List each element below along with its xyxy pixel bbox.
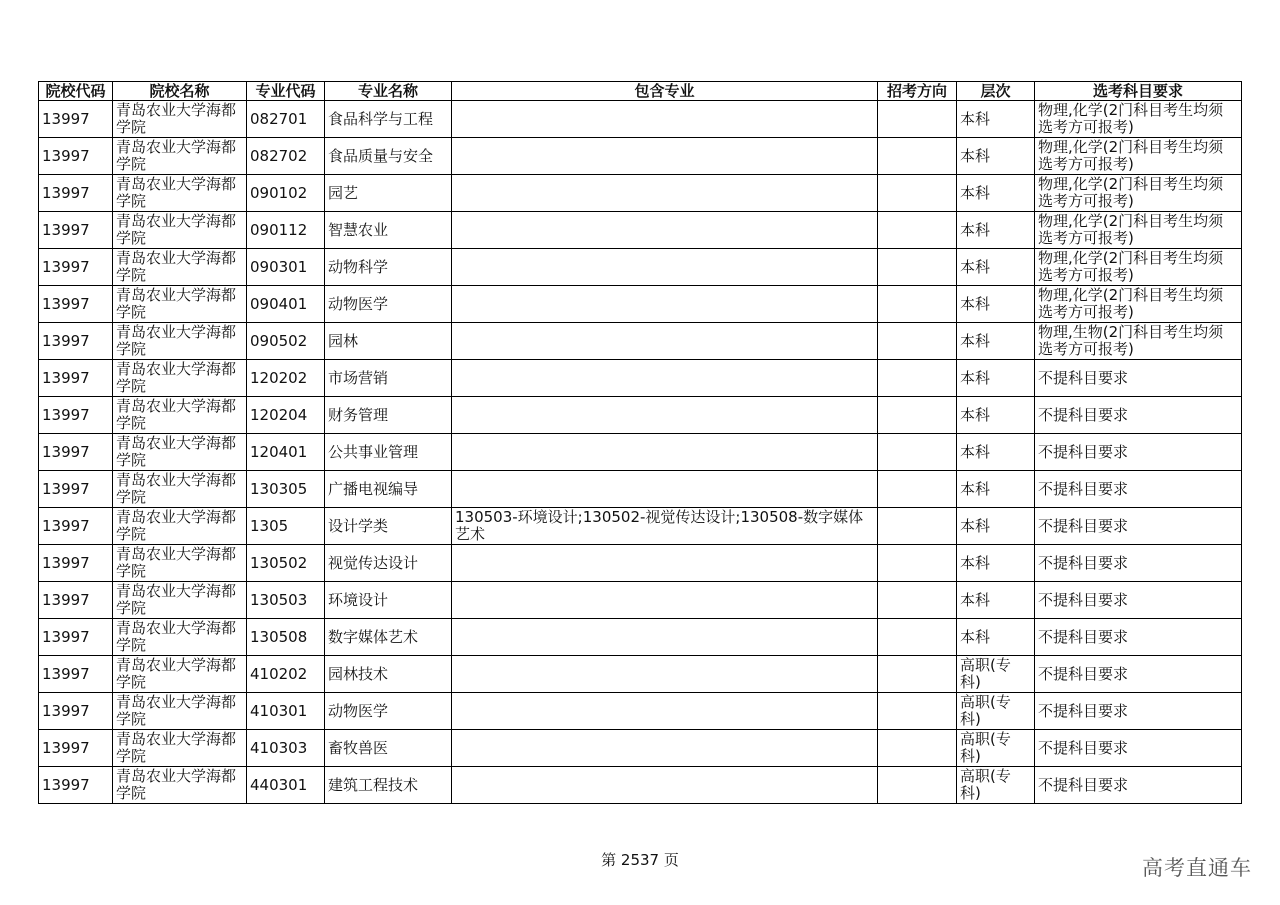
header-major-name: 专业名称: [325, 82, 452, 101]
table-row: [39, 286, 1242, 323]
cell-school-code: 13997: [39, 767, 113, 804]
cell-major-name: 动物科学: [325, 249, 452, 286]
cell-direction: [878, 323, 957, 360]
cell-direction: [878, 397, 957, 434]
cell-included-majors: [452, 434, 878, 471]
cell-major-code: 130508: [247, 619, 325, 656]
table-row: [39, 582, 1242, 619]
cell-school-code: 13997: [39, 545, 113, 582]
cell-major-name: 环境设计: [325, 582, 452, 619]
cell-direction: [878, 508, 957, 545]
cell-level: 本科: [957, 212, 1035, 249]
cell-school-code: 13997: [39, 730, 113, 767]
cell-level: 本科: [957, 101, 1035, 138]
table-row: [39, 101, 1242, 138]
page-number: 第 2537 页: [601, 851, 679, 869]
cell-school-code: 13997: [39, 471, 113, 508]
cell-school-name: 青岛农业大学海都学院: [113, 471, 247, 508]
cell-direction: [878, 730, 957, 767]
cell-school-code: 13997: [39, 656, 113, 693]
cell-direction: [878, 249, 957, 286]
cell-school-code: 13997: [39, 693, 113, 730]
cell-major-code: 410202: [247, 656, 325, 693]
cell-level: 本科: [957, 545, 1035, 582]
cell-included-majors: [452, 656, 878, 693]
cell-major-code: 120202: [247, 360, 325, 397]
cell-included-majors: [452, 693, 878, 730]
table-row: [39, 360, 1242, 397]
cell-major-code: 090112: [247, 212, 325, 249]
table-row: [39, 730, 1242, 767]
cell-level: 高职(专科): [957, 767, 1035, 804]
cell-included-majors: [452, 212, 878, 249]
cell-major-code: 120401: [247, 434, 325, 471]
header-direction: 招考方向: [878, 82, 957, 101]
cell-direction: [878, 545, 957, 582]
cell-school-code: 13997: [39, 175, 113, 212]
cell-subject-requirement: 不提科目要求: [1035, 656, 1242, 693]
header-major-code: 专业代码: [247, 82, 325, 101]
cell-school-code: 13997: [39, 249, 113, 286]
cell-school-name: 青岛农业大学海都学院: [113, 730, 247, 767]
cell-major-code: 090502: [247, 323, 325, 360]
table-row: [39, 471, 1242, 508]
cell-included-majors: [452, 286, 878, 323]
cell-school-code: 13997: [39, 508, 113, 545]
cell-major-name: 食品科学与工程: [325, 101, 452, 138]
table-row: [39, 175, 1242, 212]
header-row: [39, 82, 1242, 101]
cell-subject-requirement: 不提科目要求: [1035, 730, 1242, 767]
header-level: 层次: [957, 82, 1035, 101]
cell-level: 本科: [957, 508, 1035, 545]
cell-major-code: 410301: [247, 693, 325, 730]
table-row: [39, 656, 1242, 693]
table-row: [39, 508, 1242, 545]
cell-major-code: 082701: [247, 101, 325, 138]
cell-school-name: 青岛农业大学海都学院: [113, 656, 247, 693]
cell-major-name: 公共事业管理: [325, 434, 452, 471]
cell-level: 高职(专科): [957, 693, 1035, 730]
cell-subject-requirement: 不提科目要求: [1035, 693, 1242, 730]
cell-included-majors: [452, 767, 878, 804]
cell-direction: [878, 286, 957, 323]
cell-level: 本科: [957, 471, 1035, 508]
table-row: [39, 545, 1242, 582]
cell-level: 本科: [957, 323, 1035, 360]
header-subject-requirement: 选考科目要求: [1035, 82, 1242, 101]
cell-direction: [878, 360, 957, 397]
cell-direction: [878, 175, 957, 212]
table-row: [39, 693, 1242, 730]
cell-major-name: 财务管理: [325, 397, 452, 434]
cell-school-name: 青岛农业大学海都学院: [113, 249, 247, 286]
admission-table-container: [38, 81, 1241, 804]
cell-direction: [878, 582, 957, 619]
cell-school-name: 青岛农业大学海都学院: [113, 175, 247, 212]
table-row: [39, 619, 1242, 656]
cell-major-code: 090401: [247, 286, 325, 323]
cell-included-majors: [452, 471, 878, 508]
cell-school-name: 青岛农业大学海都学院: [113, 693, 247, 730]
cell-level: 本科: [957, 138, 1035, 175]
header-school-code: 院校代码: [39, 82, 113, 101]
cell-major-name: 园林: [325, 323, 452, 360]
cell-subject-requirement: 不提科目要求: [1035, 360, 1242, 397]
cell-school-code: 13997: [39, 360, 113, 397]
cell-school-name: 青岛农业大学海都学院: [113, 286, 247, 323]
cell-subject-requirement: 不提科目要求: [1035, 434, 1242, 471]
table-row: [39, 249, 1242, 286]
cell-school-name: 青岛农业大学海都学院: [113, 323, 247, 360]
cell-school-name: 青岛农业大学海都学院: [113, 138, 247, 175]
cell-included-majors: 130503-环境设计;130502-视觉传达设计;130508-数字媒体艺术: [452, 508, 878, 545]
cell-subject-requirement: 物理,化学(2门科目考生均须选考方可报考): [1035, 249, 1242, 286]
admission-table: [38, 81, 1242, 804]
cell-major-code: 440301: [247, 767, 325, 804]
cell-subject-requirement: 不提科目要求: [1035, 397, 1242, 434]
cell-included-majors: [452, 619, 878, 656]
cell-level: 本科: [957, 360, 1035, 397]
cell-school-name: 青岛农业大学海都学院: [113, 619, 247, 656]
cell-major-code: 130502: [247, 545, 325, 582]
cell-school-code: 13997: [39, 212, 113, 249]
cell-included-majors: [452, 582, 878, 619]
cell-major-name: 视觉传达设计: [325, 545, 452, 582]
header-included-majors: 包含专业: [452, 82, 878, 101]
cell-school-name: 青岛农业大学海都学院: [113, 101, 247, 138]
cell-level: 高职(专科): [957, 730, 1035, 767]
table-row: [39, 323, 1242, 360]
cell-included-majors: [452, 730, 878, 767]
cell-major-code: 090301: [247, 249, 325, 286]
cell-subject-requirement: 不提科目要求: [1035, 767, 1242, 804]
header-school-name: 院校名称: [113, 82, 247, 101]
cell-included-majors: [452, 397, 878, 434]
cell-major-code: 130305: [247, 471, 325, 508]
cell-school-name: 青岛农业大学海都学院: [113, 767, 247, 804]
cell-level: 高职(专科): [957, 656, 1035, 693]
cell-subject-requirement: 不提科目要求: [1035, 471, 1242, 508]
cell-included-majors: [452, 323, 878, 360]
table-row: [39, 434, 1242, 471]
cell-included-majors: [452, 249, 878, 286]
cell-major-name: 数字媒体艺术: [325, 619, 452, 656]
cell-subject-requirement: 物理,化学(2门科目考生均须选考方可报考): [1035, 286, 1242, 323]
cell-level: 本科: [957, 582, 1035, 619]
cell-included-majors: [452, 101, 878, 138]
cell-major-name: 智慧农业: [325, 212, 452, 249]
cell-subject-requirement: 不提科目要求: [1035, 508, 1242, 545]
cell-major-name: 动物医学: [325, 693, 452, 730]
cell-school-name: 青岛农业大学海都学院: [113, 360, 247, 397]
cell-school-code: 13997: [39, 138, 113, 175]
cell-major-name: 园林技术: [325, 656, 452, 693]
table-row: [39, 397, 1242, 434]
cell-included-majors: [452, 360, 878, 397]
cell-included-majors: [452, 545, 878, 582]
cell-subject-requirement: 不提科目要求: [1035, 545, 1242, 582]
cell-direction: [878, 767, 957, 804]
watermark-logo-text: 高考直通车: [1142, 856, 1252, 880]
cell-major-name: 建筑工程技术: [325, 767, 452, 804]
cell-school-code: 13997: [39, 619, 113, 656]
cell-subject-requirement: 物理,化学(2门科目考生均须选考方可报考): [1035, 138, 1242, 175]
cell-level: 本科: [957, 397, 1035, 434]
cell-subject-requirement: 物理,生物(2门科目考生均须选考方可报考): [1035, 323, 1242, 360]
cell-school-code: 13997: [39, 323, 113, 360]
cell-included-majors: [452, 138, 878, 175]
cell-subject-requirement: 物理,化学(2门科目考生均须选考方可报考): [1035, 101, 1242, 138]
table-body: [39, 101, 1242, 804]
cell-direction: [878, 656, 957, 693]
cell-direction: [878, 138, 957, 175]
cell-major-name: 设计学类: [325, 508, 452, 545]
cell-school-name: 青岛农业大学海都学院: [113, 212, 247, 249]
cell-subject-requirement: 不提科目要求: [1035, 582, 1242, 619]
table-row: [39, 212, 1242, 249]
cell-major-name: 动物医学: [325, 286, 452, 323]
cell-school-code: 13997: [39, 286, 113, 323]
cell-major-code: 090102: [247, 175, 325, 212]
cell-level: 本科: [957, 434, 1035, 471]
table-row: [39, 767, 1242, 804]
cell-major-name: 广播电视编导: [325, 471, 452, 508]
cell-level: 本科: [957, 175, 1035, 212]
cell-level: 本科: [957, 286, 1035, 323]
cell-included-majors: [452, 175, 878, 212]
cell-school-name: 青岛农业大学海都学院: [113, 545, 247, 582]
cell-school-code: 13997: [39, 101, 113, 138]
cell-major-name: 畜牧兽医: [325, 730, 452, 767]
cell-school-name: 青岛农业大学海都学院: [113, 508, 247, 545]
cell-major-name: 食品质量与安全: [325, 138, 452, 175]
cell-major-code: 082702: [247, 138, 325, 175]
cell-level: 本科: [957, 249, 1035, 286]
cell-major-code: 120204: [247, 397, 325, 434]
cell-major-name: 市场营销: [325, 360, 452, 397]
cell-direction: [878, 693, 957, 730]
cell-direction: [878, 434, 957, 471]
cell-subject-requirement: 物理,化学(2门科目考生均须选考方可报考): [1035, 212, 1242, 249]
cell-school-name: 青岛农业大学海都学院: [113, 582, 247, 619]
cell-major-code: 1305: [247, 508, 325, 545]
cell-school-code: 13997: [39, 397, 113, 434]
cell-direction: [878, 471, 957, 508]
cell-school-code: 13997: [39, 582, 113, 619]
table-row: [39, 138, 1242, 175]
cell-direction: [878, 619, 957, 656]
cell-subject-requirement: 不提科目要求: [1035, 619, 1242, 656]
cell-school-name: 青岛农业大学海都学院: [113, 434, 247, 471]
cell-direction: [878, 101, 957, 138]
cell-subject-requirement: 物理,化学(2门科目考生均须选考方可报考): [1035, 175, 1242, 212]
cell-direction: [878, 212, 957, 249]
cell-school-name: 青岛农业大学海都学院: [113, 397, 247, 434]
cell-major-name: 园艺: [325, 175, 452, 212]
cell-major-code: 130503: [247, 582, 325, 619]
cell-school-code: 13997: [39, 434, 113, 471]
cell-level: 本科: [957, 619, 1035, 656]
cell-major-code: 410303: [247, 730, 325, 767]
